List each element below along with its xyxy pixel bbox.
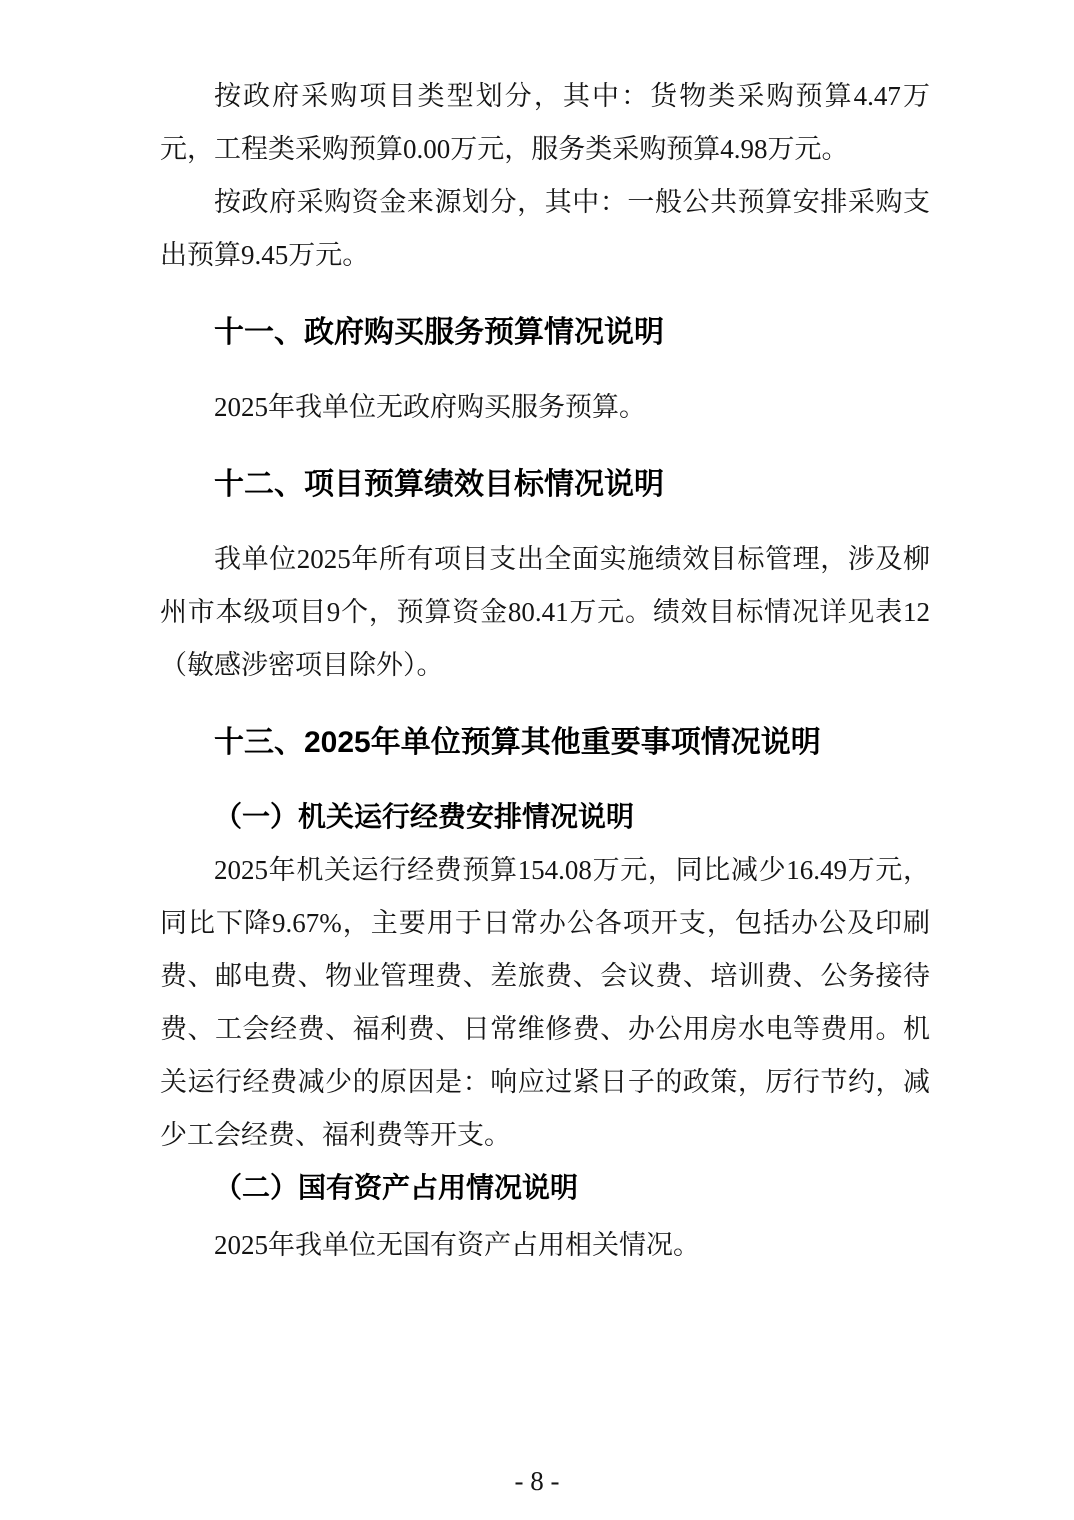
page-number: - 8 - (514, 1466, 560, 1496)
heading-section-11-government-purchased-services: 十一、政府购买服务预算情况说明 (214, 316, 664, 349)
heading-sub-2-state-owned-assets: （二）国有资产占用情况说明 (214, 1173, 579, 1204)
paragraph-operating-expenses-body: 2025年机关运行经费预算154.08万元，同比减少16.49万元，同比下降9.67%，主要用于日常办公各项开支，包括办公及印刷费、邮电费、物业管理费、差旅费、会议费、培训费、公务接待费、工会经费、福利费、日常维修费、办公用房水电等费用。机关运行经费减少的原因是：响应过紧日子的政策，厉行节约，减少工会经费、福利费等开支。 (160, 855, 930, 1150)
paragraph-section-12-body: 我单位2025年所有项目支出全面实施绩效目标管理，涉及柳州市本级项目9个，预算资金80.41万元。绩效目标情况详见表12（敏感涉密项目除外）。 (160, 544, 930, 680)
paragraph-procurement-by-fund-source: 按政府采购资金来源划分，其中：一般公共预算安排采购支出预算9.45万元。 (160, 187, 930, 270)
heading-section-12-project-performance-targets: 十二、项目预算绩效目标情况说明 (214, 468, 664, 501)
heading-sub-1-operating-expenses: （一）机关运行经费安排情况说明 (214, 802, 635, 833)
paragraph-state-owned-assets-body: 2025年我单位无国有资产占用相关情况。 (214, 1230, 700, 1260)
heading-section-13-other-important-matters: 十三、2025年单位预算其他重要事项情况说明 (214, 726, 821, 759)
paragraph-section-11-body: 2025年我单位无政府购买服务预算。 (214, 392, 646, 422)
paragraph-procurement-by-project-type: 按政府采购项目类型划分，其中：货物类采购预算4.47万元，工程类采购预算0.00万元，服务类采购预算4.98万元。 (160, 81, 930, 164)
